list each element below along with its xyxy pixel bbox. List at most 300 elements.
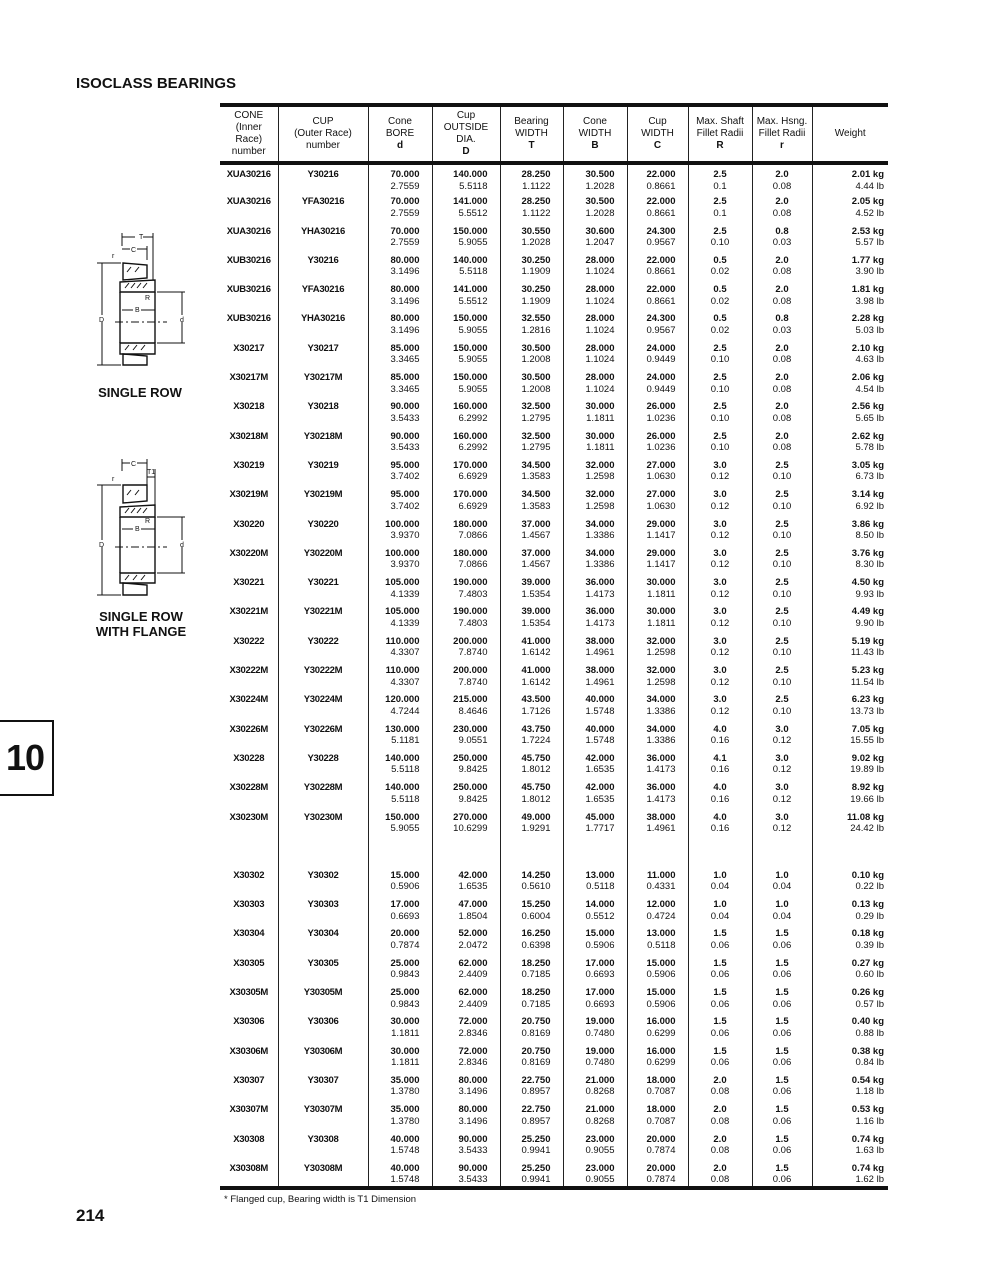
housing-fillet-r-cell: [752, 866, 812, 895]
table-row: [220, 222, 888, 251]
bore-d-cell: [368, 632, 432, 661]
housing-fillet-r-imperial: 0.06: [772, 998, 792, 1010]
weight-imperial: 0.29 lb: [855, 910, 884, 922]
shaft-fillet-R-cell: [688, 368, 752, 397]
cup-width-C-metric: 22.000: [646, 254, 676, 266]
cone-number: X30303: [233, 899, 265, 911]
weight-cell: [812, 251, 888, 280]
bore-d-cell: [368, 427, 432, 456]
header-text: (Outer Race): [294, 128, 352, 139]
shaft-fillet-R-cell: [688, 1159, 752, 1188]
shaft-fillet-R-metric: 0.5: [713, 254, 727, 266]
cone-width-B-cell: [563, 866, 627, 895]
shaft-fillet-R-cell: [688, 1012, 752, 1041]
housing-fillet-r-cell: [752, 895, 812, 924]
shaft-fillet-R-metric: 2.5: [713, 401, 727, 413]
cup-number: Y30302: [278, 866, 368, 895]
cone-width-B-metric: 34.000: [585, 518, 615, 530]
table-row: [220, 954, 888, 983]
column-header: [563, 105, 627, 163]
weight-cell: [812, 456, 888, 485]
housing-fillet-r-cell: [752, 690, 812, 719]
cup-width-C-imperial: 0.9449: [646, 383, 676, 395]
cup-width-C-metric: 32.000: [646, 635, 676, 647]
bearing-width-T-cell: [500, 427, 563, 456]
housing-fillet-r-metric: 0.8: [775, 313, 789, 325]
weight-imperial: 4.63 lb: [855, 354, 884, 366]
spacer-cell: [752, 837, 812, 866]
shaft-fillet-R-cell: [688, 983, 752, 1012]
cone-width-B-imperial: 0.5118: [586, 881, 615, 893]
header-symbol: r: [780, 140, 784, 151]
weight-imperial: 3.90 lb: [855, 266, 884, 278]
housing-fillet-r-imperial: 0.10: [772, 617, 792, 629]
weight-imperial: 1.63 lb: [855, 1145, 884, 1156]
table-row: [220, 866, 888, 895]
weight-cell: [812, 866, 888, 895]
outside-dia-D-imperial: 6.2992: [458, 442, 488, 454]
cup-width-C-imperial: 1.3386: [646, 735, 676, 747]
shaft-fillet-R-imperial: 0.10: [710, 442, 730, 454]
cone-width-B-cell: [563, 720, 627, 749]
weight-metric: 2.53 kg: [851, 225, 884, 237]
cone-width-B-imperial: 1.5748: [585, 705, 615, 717]
cup-width-C-metric: 13.000: [646, 928, 676, 940]
weight-metric: 8.92 kg: [851, 782, 884, 794]
cone-width-B-cell: [563, 895, 627, 924]
cone-width-B-cell: [563, 456, 627, 485]
spacer-cell: [688, 837, 752, 866]
cup-width-C-metric: 24.000: [646, 342, 676, 354]
bore-d-imperial: 1.5748: [390, 1174, 420, 1186]
bore-d-metric: 85.000: [390, 372, 420, 384]
bearing-width-T-metric: 41.000: [521, 635, 551, 647]
dim-C-label: C: [131, 247, 137, 254]
cup-width-C-cell: [627, 163, 688, 192]
bore-d-cell: [368, 1130, 432, 1159]
weight-metric: 3.14 kg: [851, 489, 884, 501]
bore-d-imperial: 3.7402: [390, 500, 420, 512]
housing-fillet-r-metric: 1.5: [775, 928, 789, 940]
housing-fillet-r-imperial: 0.08: [772, 442, 792, 454]
outside-dia-D-metric: 140.000: [453, 254, 488, 266]
housing-fillet-r-imperial: 0.12: [772, 735, 792, 747]
cone-number: X30221: [233, 577, 265, 589]
cone-number: X30306: [233, 1016, 265, 1028]
bearing-width-T-metric: 34.500: [521, 489, 551, 501]
outside-dia-D-metric: 230.000: [453, 723, 488, 735]
header-text: Fillet Radii: [696, 128, 744, 139]
weight-cell: [812, 749, 888, 778]
bearing-width-T-cell: [500, 251, 563, 280]
cup-number: Y30218: [278, 397, 368, 426]
bore-d-metric: 80.000: [390, 254, 420, 266]
cone-width-B-cell: [563, 339, 627, 368]
housing-fillet-r-imperial: 0.08: [772, 354, 792, 366]
cone-width-B-cell: [563, 1012, 627, 1041]
cup-width-C-metric: 36.000: [646, 752, 676, 764]
housing-fillet-r-imperial: 0.06: [772, 1174, 792, 1186]
cup-width-C-imperial: 1.1417: [646, 530, 676, 542]
cup-width-C-cell: [627, 339, 688, 368]
table-header-row: [220, 105, 888, 163]
shaft-fillet-R-cell: [688, 954, 752, 983]
outside-dia-D-cell: [432, 690, 500, 719]
cup-width-C-metric: 30.000: [646, 577, 676, 589]
outside-dia-D-metric: 200.000: [453, 665, 488, 677]
bearing-width-T-cell: [500, 895, 563, 924]
cup-number: Y30219: [278, 456, 368, 485]
weight-cell: [812, 924, 888, 953]
weight-imperial: 1.16 lb: [855, 1115, 884, 1127]
shaft-fillet-R-cell: [688, 924, 752, 953]
shaft-fillet-R-cell: [688, 690, 752, 719]
housing-fillet-r-metric: 2.0: [775, 284, 789, 296]
housing-fillet-r-metric: 2.5: [775, 635, 789, 647]
cup-width-C-cell: [627, 573, 688, 602]
bore-d-cell: [368, 661, 432, 690]
weight-imperial: 0.60 lb: [855, 969, 884, 981]
cup-width-C-cell: [627, 456, 688, 485]
housing-fillet-r-cell: [752, 163, 812, 192]
outside-dia-D-imperial: 5.5512: [458, 295, 488, 307]
cone-width-B-metric: 21.000: [585, 1104, 615, 1116]
housing-fillet-r-imperial: 0.10: [772, 588, 792, 600]
cone-width-B-cell: [563, 192, 627, 221]
cone-width-B-imperial: 1.4961: [585, 647, 615, 659]
bore-d-metric: 105.000: [385, 577, 420, 589]
bearing-width-T-imperial: 1.8012: [521, 793, 551, 805]
cone-width-B-imperial: 1.6535: [585, 793, 615, 805]
table-row: [220, 602, 888, 631]
bore-d-imperial: 4.1339: [390, 588, 420, 600]
housing-fillet-r-metric: 3.0: [775, 723, 789, 735]
column-header: [812, 105, 888, 163]
header-text: BORE: [385, 128, 415, 139]
housing-fillet-r-imperial: 0.10: [772, 530, 792, 542]
cup-width-C-cell: [627, 1012, 688, 1041]
cup-width-C-cell: [627, 866, 688, 895]
bearing-width-T-imperial: 0.6398: [521, 939, 551, 951]
outside-dia-D-metric: 190.000: [453, 606, 488, 618]
weight-cell: [812, 397, 888, 426]
table-row: [220, 983, 888, 1012]
shaft-fillet-R-cell: [688, 280, 752, 309]
weight-cell: [812, 339, 888, 368]
cup-number: Y30228: [278, 749, 368, 778]
outside-dia-D-cell: [432, 749, 500, 778]
bore-d-cell: [368, 280, 432, 309]
cup-width-C-imperial: 1.1811: [647, 617, 676, 629]
weight-imperial: 5.03 lb: [855, 324, 884, 336]
bearing-width-T-imperial: 1.5354: [521, 617, 551, 629]
bearing-width-T-cell: [500, 368, 563, 397]
shaft-fillet-R-metric: 1.5: [713, 1045, 727, 1057]
cone-number: X30304: [233, 928, 265, 940]
weight-cell: [812, 602, 888, 631]
shaft-fillet-R-imperial: 0.16: [710, 823, 730, 835]
cone-width-B-cell: [563, 309, 627, 338]
weight-cell: [812, 720, 888, 749]
outside-dia-D-imperial: 7.0866: [458, 559, 488, 571]
cone-number: X30307: [233, 1074, 265, 1086]
bearing-width-T-cell: [500, 515, 563, 544]
cup-width-C-imperial: 0.8661: [646, 266, 676, 278]
bore-d-cell: [368, 924, 432, 953]
cup-number: YFA30216: [278, 280, 368, 309]
bore-d-imperial: 4.3307: [390, 647, 420, 659]
weight-imperial: 0.39 lb: [855, 939, 884, 951]
bearing-width-T-imperial: 1.2795: [521, 412, 551, 424]
bearing-width-T-imperial: 1.1909: [521, 295, 551, 307]
cup-width-C-metric: 27.000: [646, 459, 676, 471]
bearing-width-T-cell: [500, 573, 563, 602]
weight-imperial: 3.98 lb: [855, 295, 884, 307]
cone-number: X30308M: [229, 1162, 269, 1174]
housing-fillet-r-cell: [752, 515, 812, 544]
section-tab: [0, 720, 54, 796]
bearing-width-T-metric: 15.250: [521, 899, 551, 911]
table-row: [220, 720, 888, 749]
outside-dia-D-imperial: 6.2992: [458, 412, 488, 424]
cone-width-B-cell: [563, 632, 627, 661]
weight-metric: 7.05 kg: [851, 723, 884, 735]
cup-number: YHA30216: [278, 222, 368, 251]
shaft-fillet-R-metric: 4.0: [713, 723, 727, 735]
cup-width-C-cell: [627, 544, 688, 573]
cup-width-C-cell: [627, 427, 688, 456]
shaft-fillet-R-cell: [688, 163, 752, 192]
cone-number: X30302: [233, 869, 265, 881]
outside-dia-D-imperial: 5.9055: [458, 383, 488, 395]
header-symbol: R: [716, 140, 724, 151]
bore-d-metric: 90.000: [390, 401, 420, 413]
housing-fillet-r-metric: 1.5: [775, 1133, 789, 1145]
spacer-cell: [563, 837, 627, 866]
cone-width-B-metric: 19.000: [585, 1016, 615, 1028]
cone-width-B-cell: [563, 1159, 627, 1188]
bearing-width-T-cell: [500, 222, 563, 251]
weight-metric: 5.19 kg: [851, 635, 884, 647]
dim-B-label: B: [135, 526, 140, 533]
weight-metric: 4.49 kg: [851, 606, 884, 618]
housing-fillet-r-cell: [752, 368, 812, 397]
header-text: CUP: [312, 116, 334, 127]
cone-width-B-cell: [563, 954, 627, 983]
bearing-width-T-cell: [500, 1130, 563, 1159]
outside-dia-D-imperial: 6.6929: [458, 471, 488, 483]
shaft-fillet-R-metric: 2.5: [713, 430, 727, 442]
outside-dia-D-cell: [432, 222, 500, 251]
weight-cell: [812, 808, 888, 837]
shaft-fillet-R-cell: [688, 544, 752, 573]
housing-fillet-r-metric: 2.0: [775, 401, 789, 413]
housing-fillet-r-imperial: 0.10: [772, 559, 792, 571]
housing-fillet-r-imperial: 0.08: [772, 207, 792, 219]
housing-fillet-r-imperial: 0.03: [772, 237, 792, 249]
cone-width-B-metric: 28.000: [585, 313, 615, 325]
shaft-fillet-R-imperial: 0.10: [710, 237, 730, 249]
cup-width-C-metric: 32.000: [646, 665, 676, 677]
weight-metric: 1.81 kg: [851, 284, 884, 296]
housing-fillet-r-imperial: 0.08: [772, 180, 792, 192]
cup-width-C-metric: 18.000: [646, 1074, 676, 1086]
outside-dia-D-cell: [432, 954, 500, 983]
bore-d-metric: 70.000: [390, 196, 420, 208]
outside-dia-D-cell: [432, 368, 500, 397]
cone-width-B-metric: 17.000: [585, 987, 615, 999]
table-row: [220, 397, 888, 426]
bearing-width-T-metric: 37.000: [521, 547, 551, 559]
weight-imperial: 5.78 lb: [855, 442, 884, 454]
cone-width-B-metric: 30.500: [585, 196, 615, 208]
outside-dia-D-metric: 80.000: [458, 1074, 488, 1086]
table-row: [220, 515, 888, 544]
shaft-fillet-R-metric: 3.0: [713, 635, 727, 647]
bearing-width-T-cell: [500, 456, 563, 485]
housing-fillet-r-metric: 2.5: [775, 459, 789, 471]
cup-width-C-metric: 16.000: [646, 1016, 676, 1028]
weight-imperial: 1.62 lb: [855, 1174, 884, 1186]
cone-number: XUA30216: [226, 225, 271, 237]
bearing-width-T-metric: 34.500: [521, 459, 551, 471]
bearing-width-T-imperial: 0.7185: [521, 969, 551, 981]
bore-d-metric: 40.000: [390, 1133, 420, 1145]
outside-dia-D-imperial: 7.4803: [458, 617, 488, 629]
header-text: Cone: [388, 116, 412, 127]
outside-dia-D-imperial: 5.5512: [458, 207, 488, 219]
cup-width-C-cell: [627, 222, 688, 251]
shaft-fillet-R-imperial: 0.16: [710, 735, 730, 747]
housing-fillet-r-imperial: 0.12: [772, 793, 792, 805]
cone-width-B-metric: 36.000: [585, 577, 615, 589]
shaft-fillet-R-cell: [688, 602, 752, 631]
housing-fillet-r-cell: [752, 778, 812, 807]
outside-dia-D-imperial: 9.0551: [458, 735, 488, 747]
shaft-fillet-R-imperial: 0.12: [710, 617, 730, 629]
bearing-width-T-cell: [500, 1159, 563, 1188]
table-row: [220, 924, 888, 953]
outside-dia-D-cell: [432, 515, 500, 544]
spacer-cell: [500, 837, 563, 866]
header-text: (Inner Race): [235, 122, 263, 145]
cup-width-C-metric: 18.000: [646, 1104, 676, 1116]
single-row-with-flange-diagram: [95, 455, 195, 605]
bearing-spec-table: [220, 103, 888, 1190]
bearing-width-T-imperial: 1.1122: [522, 180, 551, 192]
table-row: [220, 280, 888, 309]
weight-metric: 9.02 kg: [851, 752, 884, 764]
cup-number: Y30228M: [278, 778, 368, 807]
cone-width-B-cell: [563, 808, 627, 837]
housing-fillet-r-cell: [752, 251, 812, 280]
bore-d-cell: [368, 222, 432, 251]
cup-width-C-cell: [627, 778, 688, 807]
cone-width-B-cell: [563, 397, 627, 426]
bearing-width-T-imperial: 1.9291: [521, 823, 551, 835]
weight-metric: 0.74 kg: [851, 1133, 884, 1145]
bearing-width-T-metric: 14.250: [521, 869, 551, 881]
bore-d-imperial: 3.5433: [390, 442, 420, 454]
cone-width-B-imperial: 0.5512: [585, 910, 615, 922]
cup-number: Y30222: [278, 632, 368, 661]
outside-dia-D-metric: 160.000: [453, 401, 488, 413]
shaft-fillet-R-metric: 4.1: [713, 752, 727, 764]
outside-dia-D-metric: 42.000: [458, 869, 488, 881]
cone-width-B-imperial: 1.4173: [585, 588, 615, 600]
cup-width-C-cell: [627, 632, 688, 661]
outside-dia-D-metric: 270.000: [453, 811, 488, 823]
bore-d-imperial: 4.1339: [390, 617, 420, 629]
housing-fillet-r-metric: 3.0: [775, 752, 789, 764]
bearing-width-T-imperial: 1.2816: [521, 324, 551, 336]
outside-dia-D-imperial: 7.8740: [458, 647, 488, 659]
bore-d-cell: [368, 866, 432, 895]
bearing-width-T-imperial: 1.1122: [522, 207, 551, 219]
bearing-width-T-cell: [500, 339, 563, 368]
housing-fillet-r-metric: 2.0: [775, 196, 789, 208]
bearing-width-T-metric: 25.250: [521, 1133, 551, 1145]
bearing-width-T-cell: [500, 924, 563, 953]
housing-fillet-r-cell: [752, 192, 812, 221]
housing-fillet-r-metric: 1.5: [775, 1074, 789, 1086]
cone-width-B-imperial: 1.6535: [585, 764, 615, 776]
cone-width-B-metric: 34.000: [585, 547, 615, 559]
cone-width-B-imperial: 1.1024: [585, 354, 615, 366]
cup-number: Y30222M: [278, 661, 368, 690]
bearing-width-T-metric: 39.000: [521, 577, 551, 589]
bearing-width-T-metric: 43.500: [521, 694, 551, 706]
cup-width-C-metric: 34.000: [646, 694, 676, 706]
table-row: [220, 1042, 888, 1071]
header-text: Weight: [834, 128, 866, 139]
shaft-fillet-R-imperial: 0.16: [710, 764, 730, 776]
bearing-width-T-cell: [500, 397, 563, 426]
cone-width-B-imperial: 1.2028: [585, 207, 615, 219]
housing-fillet-r-cell: [752, 573, 812, 602]
bearing-width-T-imperial: 0.8957: [521, 1086, 551, 1098]
weight-cell: [812, 309, 888, 338]
shaft-fillet-R-imperial: 0.12: [710, 471, 730, 483]
cup-width-C-cell: [627, 1042, 688, 1071]
shaft-fillet-R-imperial: 0.04: [710, 881, 730, 893]
cone-width-B-imperial: 0.5906: [585, 939, 615, 951]
bore-d-metric: 100.000: [385, 518, 420, 530]
shaft-fillet-R-cell: [688, 222, 752, 251]
outside-dia-D-cell: [432, 456, 500, 485]
cup-number: Y30307: [278, 1071, 368, 1100]
table-row: [220, 1012, 888, 1041]
weight-cell: [812, 895, 888, 924]
cone-width-B-cell: [563, 924, 627, 953]
cup-width-C-imperial: 1.1417: [646, 559, 676, 571]
column-header: [220, 105, 278, 163]
cup-width-C-metric: 22.000: [646, 169, 676, 180]
cup-width-C-cell: [627, 1130, 688, 1159]
table-row: [220, 1159, 888, 1188]
housing-fillet-r-cell: [752, 544, 812, 573]
column-header: [432, 105, 500, 163]
table-row: [220, 690, 888, 719]
cup-width-C-cell: [627, 749, 688, 778]
bearing-width-T-imperial: 0.8957: [521, 1115, 551, 1127]
bearing-width-T-cell: [500, 778, 563, 807]
header-symbol: B: [591, 140, 599, 151]
housing-fillet-r-cell: [752, 632, 812, 661]
cone-number: X30220: [233, 518, 265, 530]
outside-dia-D-metric: 190.000: [453, 577, 488, 589]
housing-fillet-r-cell: [752, 1100, 812, 1129]
